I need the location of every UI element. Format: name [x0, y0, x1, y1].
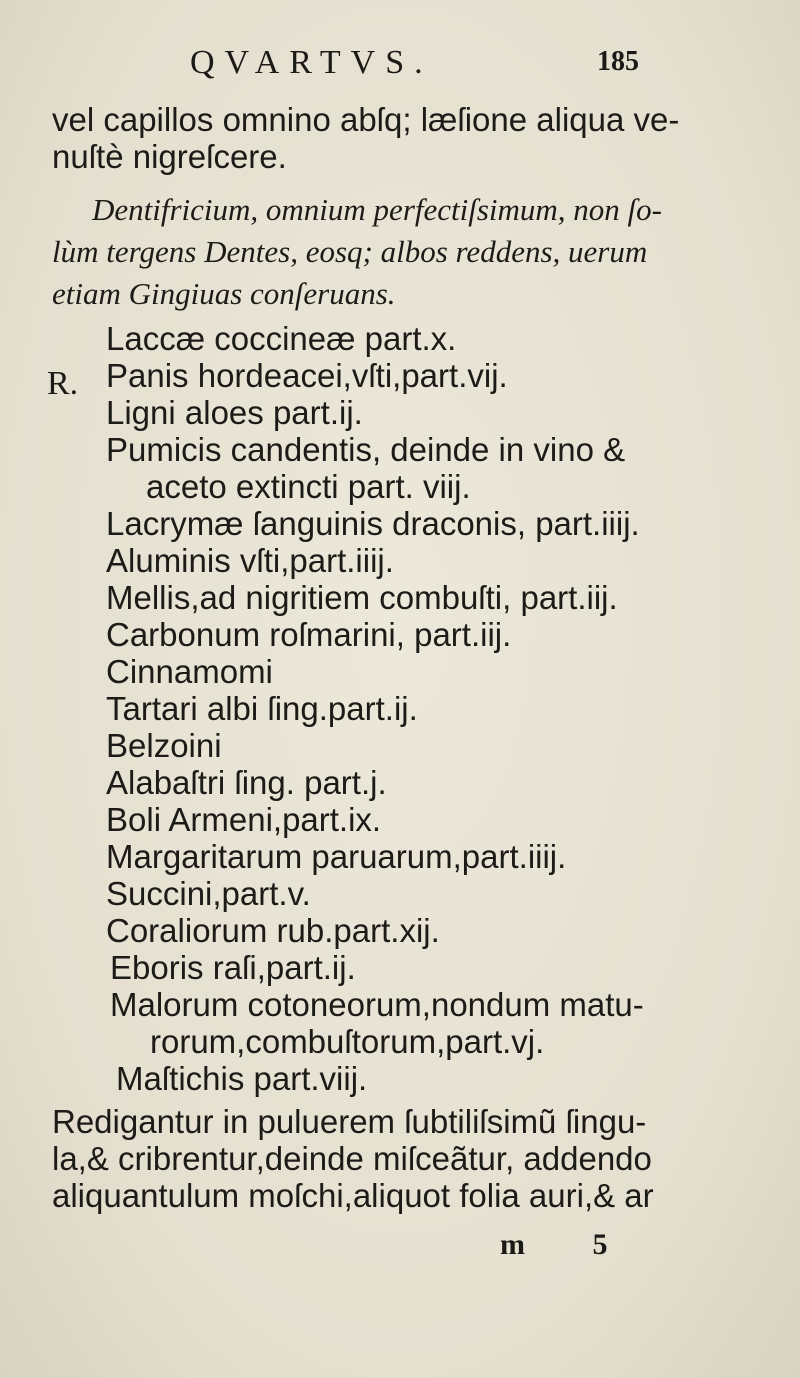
ingredient-11: Belzoini — [106, 727, 222, 764]
intro-line-1: vel capillos omnino abſq; læſione aliqua ve- — [52, 101, 680, 138]
catchword: m 5 — [500, 1228, 638, 1261]
recipe-symbol: R. — [47, 365, 79, 402]
recipe-title-line-1: Dentifricium, omnium perfectiſsimum, non ſo- — [92, 192, 662, 227]
ingredient-16: Coraliorum rub.part.xij. — [106, 912, 440, 949]
ingredient-2: Panis hordeacei,vſti,part.vij. — [106, 357, 508, 394]
intro-line-2: nuſtè nigreſcere. — [52, 138, 287, 175]
ingredient-18: Malorum cotoneorum,nondum matu- — [110, 986, 644, 1023]
ingredient-15: Succini,part.v. — [106, 875, 311, 912]
closing-line-1: Redigantur in puluerem ſubtiliſsimũ ſingu- — [52, 1103, 647, 1140]
ingredient-17: Eboris raſi,part.ij. — [110, 949, 356, 986]
ingredient-1: Laccæ coccineæ part.x. — [106, 320, 457, 357]
ingredient-4-cont: aceto extincti part. viij. — [146, 468, 471, 505]
ingredient-10: Tartari albi ſing.part.ij. — [106, 690, 418, 727]
page-number: 185 — [597, 46, 639, 77]
ingredient-5: Lacrymæ ſanguinis draconis, part.iiij. — [106, 505, 640, 542]
recipe-title-line-2: lùm tergens Dentes, eosq; albos reddens, uerum — [52, 234, 648, 269]
ingredient-3: Ligni aloes part.ij. — [106, 394, 363, 431]
ingredient-7: Mellis,ad nigritiem combuſti, part.iij. — [106, 579, 618, 616]
closing-line-2: la,& cribrentur,deinde miſceãtur, addendo — [52, 1140, 652, 1177]
ingredient-8: Carbonum roſmarini, part.iij. — [106, 616, 512, 653]
recipe-title-line-3: etiam Gingiuas conſeruans. — [52, 276, 396, 311]
page-header — [0, 44, 800, 94]
ingredient-6: Aluminis vſti,part.iiij. — [106, 542, 394, 579]
ingredient-18-cont: rorum,combuſtorum,part.vj. — [150, 1023, 545, 1060]
ingredient-14: Margaritarum paruarum,part.iiij. — [106, 838, 567, 875]
closing-line-3: aliquantulum moſchi,aliquot folia auri,& ar — [52, 1177, 654, 1214]
ingredient-4: Pumicis candentis, deinde in vino & — [106, 431, 626, 468]
running-title: QVARTVS. — [190, 44, 433, 81]
ingredient-12: Alabaſtri ſing. part.j. — [106, 764, 387, 801]
ingredient-9: Cinnamomi — [106, 653, 273, 690]
ingredient-13: Boli Armeni,part.ix. — [106, 801, 382, 838]
ingredient-19: Maſtichis part.viij. — [116, 1060, 368, 1097]
